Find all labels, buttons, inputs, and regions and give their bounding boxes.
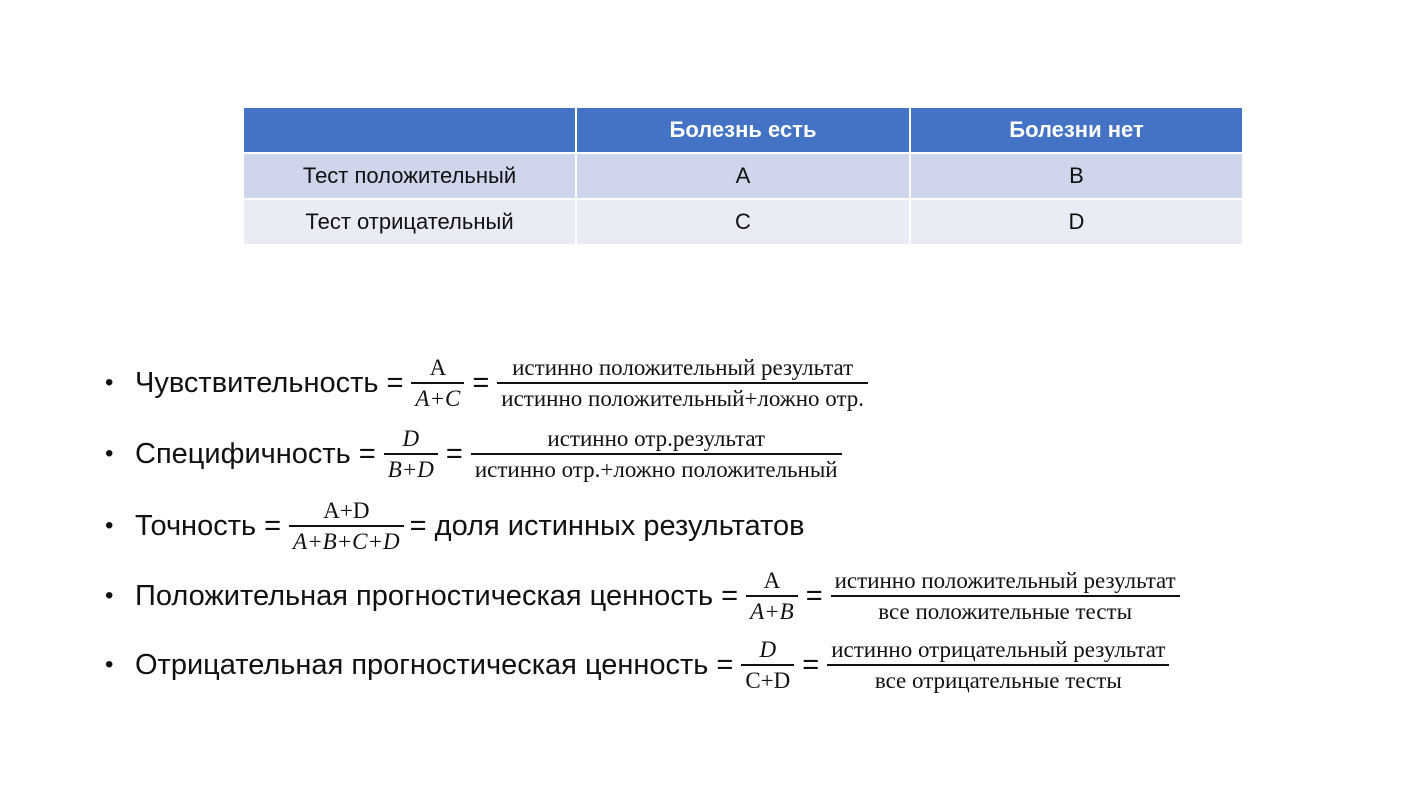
equals-sign: =	[802, 648, 820, 681]
fraction-numerator: A	[763, 568, 781, 593]
letter-fraction	[746, 566, 798, 626]
fraction-numerator: D	[759, 637, 777, 662]
fraction-denominator: все положительные тесты	[878, 599, 1133, 624]
formula-label: Отрицательная прогностическая ценность	[135, 648, 709, 681]
equals-sign: =	[721, 579, 739, 612]
cell-d: D	[910, 199, 1243, 245]
word-fraction	[831, 566, 1180, 626]
fraction-denominator: все отрицательные тесты	[874, 668, 1122, 693]
equals-sign: =	[386, 366, 404, 399]
bullet-icon: •	[105, 582, 114, 609]
equals-sign: =	[445, 437, 463, 470]
word-fraction	[471, 424, 842, 484]
list-item-ppv	[105, 561, 1180, 631]
cell-c: C	[576, 199, 910, 245]
fraction-numerator: A+D	[323, 498, 370, 523]
bullet-icon: •	[105, 512, 114, 539]
fraction-numerator: истинно отрицательный результат	[831, 637, 1166, 662]
letter-fraction	[741, 635, 794, 695]
header-disease-present: Болезнь есть	[576, 107, 910, 153]
bullet-icon: •	[105, 651, 114, 678]
fraction-numerator: истинно отр.результат	[547, 426, 766, 451]
fraction-denominator: A+C	[415, 386, 461, 411]
equals-sign: =	[472, 366, 490, 399]
letter-fraction	[411, 353, 464, 413]
list-item-accuracy	[105, 491, 805, 561]
cell-a: A	[576, 153, 910, 199]
list-item-sensitivity	[105, 348, 868, 418]
accuracy-description: = доля истинных результатов	[409, 509, 805, 542]
formula-label: Точность	[135, 509, 257, 542]
fraction-denominator: истинно положительный+ложно отр.	[501, 386, 865, 411]
formula-label: Чувствительность	[135, 366, 379, 399]
letter-fraction	[289, 496, 404, 556]
cell-b: B	[910, 153, 1243, 199]
fraction-denominator: A+B+C+D	[293, 529, 400, 554]
row-label-test-negative: Тест отрицательный	[243, 199, 576, 245]
fraction-denominator: C+D	[745, 668, 791, 693]
fraction-numerator: A	[429, 355, 447, 380]
equals-sign: =	[264, 509, 282, 542]
formula-label: Положительная прогностическая ценность	[135, 579, 714, 612]
formula-label: Специфичность	[135, 437, 351, 470]
row-label-test-positive: Тест положительный	[243, 153, 576, 199]
equals-sign: =	[805, 579, 823, 612]
list-item-specificity	[105, 419, 842, 489]
fraction-denominator: истинно отр.+ложно положительный	[474, 457, 838, 482]
word-fraction	[497, 353, 868, 413]
header-disease-absent: Болезни нет	[910, 107, 1243, 153]
bullet-icon: •	[105, 440, 114, 467]
fraction-numerator: истинно положительный результат	[512, 355, 854, 380]
fraction-numerator: истинно положительный результат	[834, 568, 1176, 593]
fraction-denominator: B+D	[387, 457, 434, 482]
equals-sign: =	[358, 437, 376, 470]
fraction-denominator: A+B	[750, 599, 794, 624]
bullet-icon: •	[105, 369, 114, 396]
letter-fraction	[384, 424, 438, 484]
fraction-numerator: D	[402, 426, 420, 451]
list-item-npv	[105, 630, 1169, 700]
equals-sign: =	[716, 648, 734, 681]
word-fraction	[827, 635, 1169, 695]
